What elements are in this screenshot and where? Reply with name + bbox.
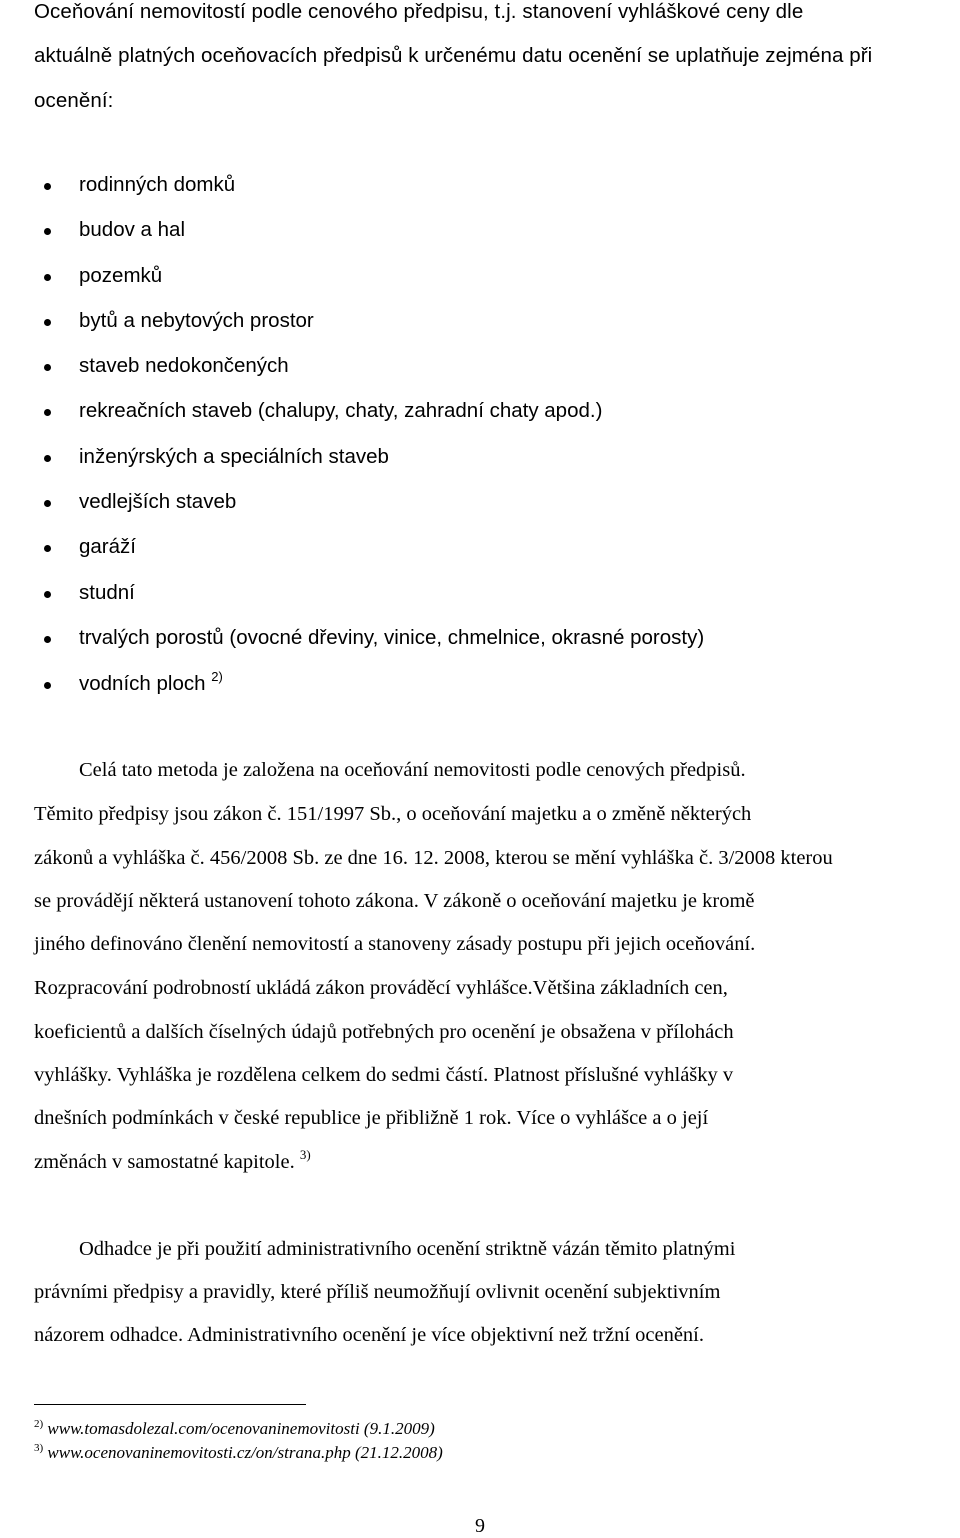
footnote — [34, 1443, 443, 1463]
bullet-dot — [44, 500, 51, 507]
para1-line-3: zákonů a vyhláška č. 456/2008 Sb. ze dne 16. 12. 2008, kterou se mění vyhláška č. 3/2008 kterou — [34, 847, 833, 869]
para1-line-9: dnešních podmínkách v české republice je přibližně 1 rok. Více o vyhlášce a o její — [34, 1107, 709, 1129]
footnote-link[interactable]: www.ocenovaninemovitosti.cz/on/strana.php (21.12.2008) — [47, 1443, 443, 1462]
intro-line-2: aktuálně platných oceňovacích předpisů k určenému datu ocenění se uplatňuje zejména při — [34, 44, 873, 67]
para1-line-6: Rozpracování podrobností ukládá zákon prováděcí vyhlášce.Většina základních cen, — [34, 977, 728, 999]
para1-line-8: vyhlášky. Vyhláška je rozdělena celkem do sedmi částí. Platnost příslušné vyhlášky v — [34, 1064, 734, 1086]
para1-line-4: se provádějí některá ustanovení tohoto zákona. V zákoně o oceňování majetku je kromě — [34, 890, 755, 912]
bullet-dot — [44, 636, 51, 643]
footnote-link[interactable]: www.tomasdolezal.com/ocenovaninemovitosti (9.1.2009) — [47, 1419, 435, 1438]
bullet-dot — [44, 319, 51, 326]
para2-line-3: názorem odhadce. Administrativního ocenění je více objektivní než tržní ocenění. — [34, 1324, 705, 1346]
bullet-dot — [44, 228, 51, 235]
list-item: garáží — [79, 535, 136, 558]
bullet-dot — [44, 545, 51, 552]
bullet-dot — [44, 364, 51, 371]
list-item: rekreačních staveb (chalupy, chaty, zahradní chaty apod.) — [79, 399, 603, 422]
bullet-dot — [44, 682, 51, 689]
bullet-dot — [44, 455, 51, 462]
bullet-dot — [44, 591, 51, 598]
list-item-text: vodních ploch — [79, 672, 206, 695]
list-item: budov a hal — [79, 218, 186, 241]
para1-line-1: Celá tato metoda je založena na oceňování nemovitosti podle cenových předpisů. — [79, 759, 746, 781]
list-item: bytů a nebytových prostor — [79, 309, 314, 332]
footnote-mark: 2) — [34, 1418, 44, 1430]
intro-line-1: Oceňování nemovitostí podle cenového předpisu, t.j. stanovení vyhláškové ceny dle — [34, 0, 804, 23]
bullet-dot — [44, 409, 51, 416]
list-item: trvalých porostů (ovocné dřeviny, vinice, chmelnice, okrasné porosty) — [79, 626, 705, 649]
list-item — [79, 669, 223, 696]
para1-line-7: koeficientů a dalších číselných údajů potřebných pro ocenění je obsažena v přílohách — [34, 1021, 734, 1043]
para2-line-2: právními předpisy a pravidly, které příliš neumožňují ovlivnit ocenění subjektivním — [34, 1281, 721, 1303]
list-item: vedlejších staveb — [79, 490, 237, 513]
list-item: inženýrských a speciálních staveb — [79, 445, 389, 468]
page-number: 9 — [475, 1515, 485, 1537]
footnote-ref: 2) — [211, 669, 223, 684]
list-item: staveb nedokončených — [79, 354, 289, 377]
bullet-dot — [44, 183, 51, 190]
para2-line-1: Odhadce je při použití administrativního ocenění striktně vázán těmito platnými — [79, 1238, 736, 1260]
list-item: pozemků — [79, 264, 163, 287]
footnote-mark: 3) — [34, 1442, 44, 1454]
intro-line-3: ocenění: — [34, 89, 114, 112]
footnote-ref: 3) — [299, 1147, 311, 1162]
para1-line-2: Těmito předpisy jsou zákon č. 151/1997 Sb., o oceňování majetku a o změně některých — [34, 803, 752, 825]
bullet-dot — [44, 274, 51, 281]
list-item: studní — [79, 581, 135, 604]
para1-line-5: jiného definováno členění nemovitostí a stanoveny zásady postupu při jejich oceňování. — [34, 933, 756, 955]
footnote — [34, 1419, 435, 1439]
para1-line-10 — [34, 1147, 311, 1174]
list-item: rodinných domků — [79, 173, 236, 196]
para1-line-10-text: změnách v samostatné kapitole. — [34, 1151, 295, 1173]
footnote-separator — [34, 1404, 306, 1405]
